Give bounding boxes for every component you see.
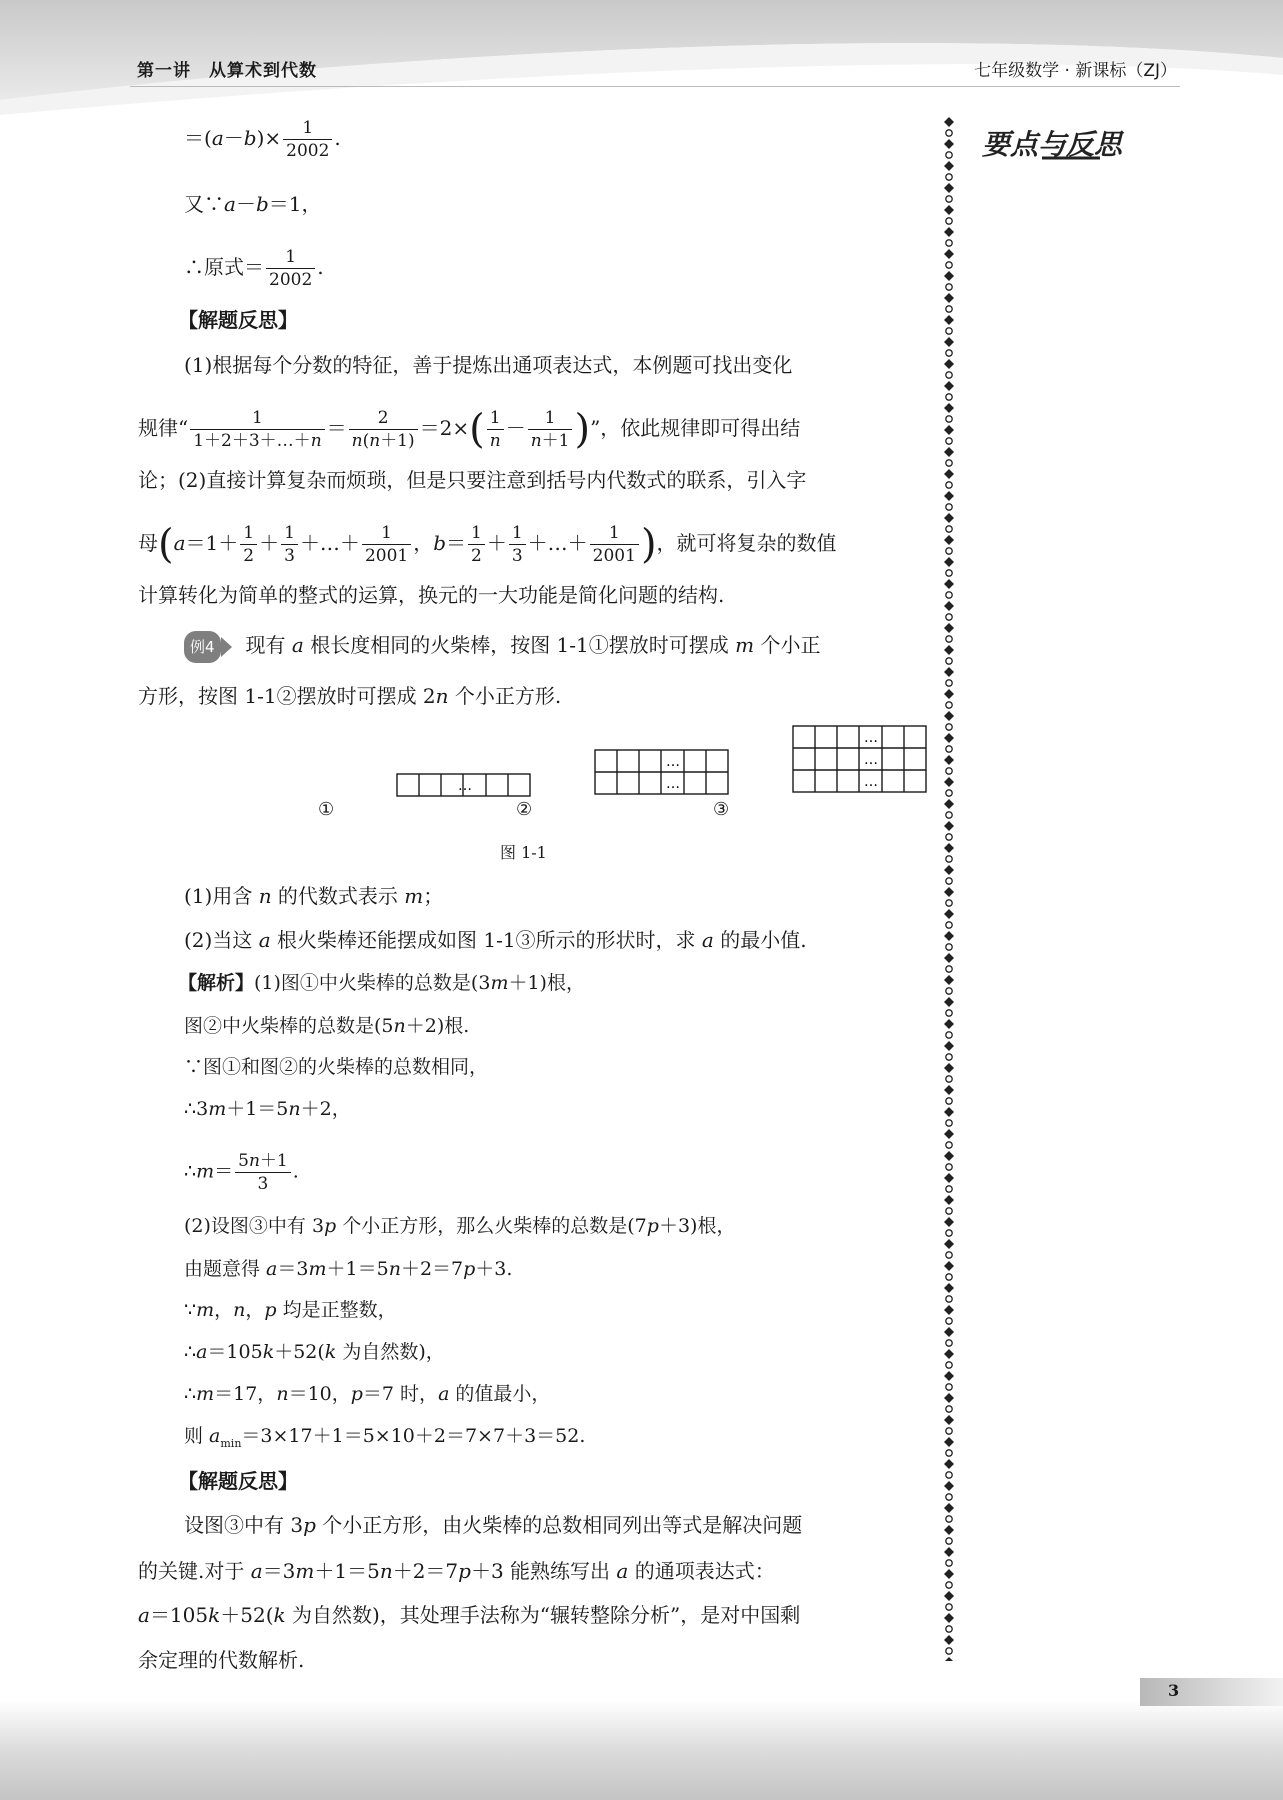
reflection-heading-1: 【解题反思】 — [178, 308, 298, 332]
header-rule — [130, 86, 1180, 87]
figure-2-dots-row-2: … — [666, 776, 680, 792]
fraction-1-2001-b: $\frac{1}{2001}$ — [590, 522, 639, 567]
solution-line-7: 由题意得 a＝3m＋1＝5n＋2＝7p＋3. — [184, 1258, 513, 1280]
figure-caption: 图 1-1 — [500, 843, 547, 862]
reflection-para-2-line-3: a＝105k＋52(k 为自然数)，其处理手法称为“辗转整除分析”，是对中国剩 — [138, 1603, 801, 1627]
figure-1-dots: … — [458, 778, 472, 794]
reflection-para-1-line-5: 计算转化为简单的整式的运算，换元的一大功能是简化问题的结构. — [138, 583, 725, 607]
figure-3-dots-row-1: … — [864, 730, 878, 746]
footer-band — [0, 1650, 1283, 1800]
example-arrow-icon — [221, 637, 232, 657]
fraction-1-over-n: $\frac{1}{n}$ — [487, 407, 504, 452]
reflection-para-1-line-3: 论；(2)直接计算复杂而烦琐，但是只要注意到括号内代数式的联系，引入字 — [138, 468, 807, 492]
header-chapter-title: 第一讲 从算术到代数 — [137, 61, 317, 81]
fraction-1-2-b: $\frac{1}{2}$ — [468, 522, 485, 567]
fraction-general-term: $\frac{1}{1+2+3+\dots+n}$ — [190, 407, 324, 452]
figure-3-dots-row-3: … — [864, 774, 878, 790]
reflection-para-2-line-1: 设图③中有 3p 个小正方形，由火柴棒的总数相同列出等式是解决问题 — [184, 1513, 803, 1537]
solution-line-5: ∴m＝ $\frac{5n+1}{3}$ . — [184, 1151, 299, 1194]
margin-diamond-border — [942, 116, 956, 1661]
fraction-1-3: $\frac{1}{3}$ — [281, 522, 298, 567]
solution-line-4: ∴3m＋1＝5n＋2， — [184, 1098, 351, 1120]
solution-line-6: (2)设图③中有 3p 个小正方形，那么火柴棒的总数是(7p＋3)根， — [184, 1215, 736, 1237]
figure-3-three-rows — [793, 726, 926, 792]
fraction-1-2: $\frac{1}{2}$ — [240, 522, 257, 567]
example-4-line-2: 方形，按图 1-1②摆放时可摆成 2n 个小正方形. — [138, 684, 562, 708]
solution-line-10: ∴m＝17，n＝10，p＝7 时，a 的值最小， — [184, 1383, 551, 1405]
figure-label-2: ② — [516, 799, 533, 820]
solution-line-1: 【解析】(1)图①中火柴棒的总数是(3m＋1)根， — [178, 972, 585, 994]
fraction-1-2002-b: $\frac{1}{2002}$ — [266, 246, 315, 291]
reflection-para-2-line-2: 的关键.对于 a＝3m＋1＝5n＋2＝7p＋3 能熟练写出 a 的通项表达式： — [138, 1559, 775, 1583]
eq-line-2: 又∵a－b＝1， — [184, 192, 322, 216]
page-number: 3 — [1168, 1681, 1180, 1700]
reflection-para-2-line-4: 余定理的代数解析. — [138, 1648, 305, 1672]
question-2: (2)当这 a 根火柴棒还能摆成如图 1-1③所示的形状时，求 a 的最小值. — [184, 928, 807, 952]
solution-line-9: ∴a＝105k＋52(k 为自然数)， — [184, 1341, 445, 1363]
reflection-para-1-line-1: (1)根据每个分数的特征，善于提炼出通项表达式，本例题可找出变化 — [184, 353, 793, 377]
solution-line-11: 则 $a_{min}=3\times 17+1=5\times 10+2=7\times 7+3=52$. — [184, 1425, 586, 1450]
solution-line-2: 图②中火柴棒的总数是(5n＋2)根. — [184, 1015, 470, 1037]
solution-line-3: ∵图①和图②的火柴棒的总数相同， — [184, 1056, 489, 1078]
figure-3-dots-row-2: … — [864, 752, 878, 768]
fraction-2-over-n: $\frac{2}{n(n+1)}$ — [349, 407, 418, 452]
sidebar-title-graphic — [982, 118, 1157, 168]
reflection-para-1-line-4: 母(a＝1＋ $\frac{1}{2}$ ＋ $\frac{1}{3}$ ＋…＋ $\frac{1}{2001}$ ，b＝ $\frac{1}{2}$ ＋ $\frac{1}{3}$ ＋…＋ $\frac{1}{2001}$ )，就可将复杂的数值 — [138, 521, 837, 568]
eq-line-3: ∴原式＝ $\frac{1}{2002}$ . — [184, 247, 324, 290]
fraction-1-3-b: $\frac{1}{3}$ — [509, 522, 526, 567]
example-4-line-1: 例4 现有 a 根长度相同的火柴棒，按图 1-1①摆放时可摆成 m 个小正 — [184, 630, 820, 663]
example-badge: 例4 — [184, 631, 221, 663]
figure-2-dots-row-1: … — [666, 754, 680, 770]
solution-line-8: ∵m，n，p 均是正整数， — [184, 1299, 397, 1321]
eq-line-1: ＝(a－b)× $\frac{1}{2002}$ . — [184, 118, 341, 161]
fraction-1-2001: $\frac{1}{2001}$ — [362, 522, 411, 567]
sidebar-title-text: 要点与反思 — [982, 128, 1123, 161]
header-book-title: 七年级数学 · 新课标（ZJ） — [974, 61, 1177, 81]
fraction-1-over-n-plus-1: $\frac{1}{n+1}$ — [528, 407, 573, 452]
page-number-tab — [1140, 1678, 1283, 1706]
figure-label-1: ① — [318, 799, 335, 820]
reflection-para-1-line-2: 规律“ $\frac{1}{1+2+3+\dots+n}$ ＝ $\frac{2}{n(n+1)}$ ＝2×( $\frac{1}{n}$ － $\frac{1}{n+1}$ )”，依此规律即可得出结 — [138, 406, 801, 453]
fraction-1-2002: $\frac{1}{2002}$ — [283, 117, 332, 162]
question-1: (1)用含 n 的代数式表示 m； — [184, 884, 444, 908]
figure-matchstick-squares — [393, 722, 933, 802]
reflection-heading-2: 【解题反思】 — [178, 1469, 298, 1493]
figure-2-two-rows — [595, 750, 728, 794]
figure-label-3: ③ — [713, 799, 730, 820]
fraction-5n-plus-1-over-3: $\frac{5n+1}{3}$ — [235, 1150, 291, 1195]
